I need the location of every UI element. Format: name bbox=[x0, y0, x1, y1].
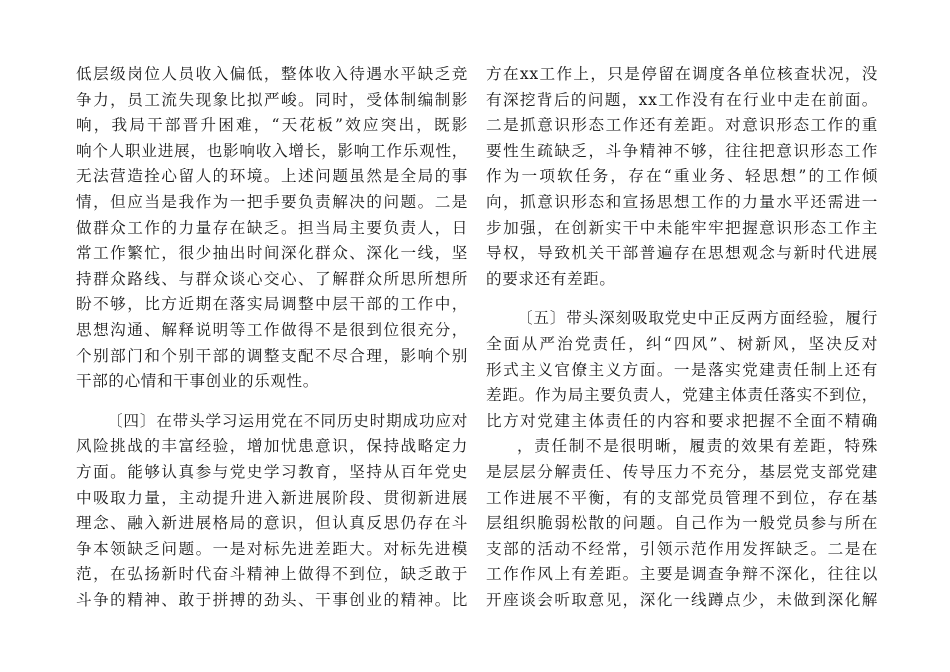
text-line: 的要求还有差距。 bbox=[486, 269, 616, 288]
text-line: 有深挖背后的问题，xx工作没有在行业中走在前面。 bbox=[486, 90, 878, 109]
text-line: 低层级岗位人员收入偏低，整体收入待遇水平缺乏竞 bbox=[76, 65, 468, 83]
text-line: 理念、融入新进展格局的意识，但认真反思仍存在斗 bbox=[76, 514, 468, 533]
text-line: 导权，导致机关干部普遍存在思想观念与新时代进展 bbox=[486, 244, 878, 263]
text-line: 风险挑战的丰富经验，增加忧患意识，保持战略定力 bbox=[76, 437, 468, 456]
text-line: 形式主义官僚主义方面。一是落实党建责任制上还有 bbox=[486, 360, 878, 379]
text-line: 层组织脆弱松散的问题。自己作为一般党员参与所在 bbox=[486, 514, 878, 533]
paragraph-continued-income bbox=[76, 62, 468, 395]
text-line: 持群众路线、与群众谈心交心、了解群众所思所想所 bbox=[76, 269, 468, 288]
text-line: 要性生疏缺乏，斗争精神不够，往往把意识形态工作 bbox=[486, 141, 878, 160]
text-line: 作为一项软任务，存在“重业务、轻思想”的工作倾 bbox=[486, 167, 878, 186]
text-line: 开座谈会听取意见，深化一线蹲点少，未做到深化解 bbox=[486, 590, 878, 609]
text-line: 争本领缺乏问题。一是对标先进差距大。对标先进模 bbox=[76, 539, 468, 558]
text-line: 情，但应当是我作为一把手要负责解决的问题。二是 bbox=[76, 192, 468, 211]
paragraph-section-four bbox=[76, 409, 468, 614]
text-line: 方面。能够认真参与党史学习教育，坚持从百年党史 bbox=[76, 462, 468, 481]
text-line: 〔四〕在带头学习运用党在不同历史时期成功应对 bbox=[107, 411, 468, 430]
text-line: 中吸取力量，主动提升进入新进展阶段、贯彻新进展 bbox=[76, 488, 468, 507]
text-line: 响，我局干部晋升困难，“天花板”效应突出，既影 bbox=[76, 116, 468, 135]
text-line: 个别部门和个别干部的调整支配不尽合理，影响个别 bbox=[76, 346, 468, 365]
text-line: 全面从严治党责任，纠“四风”、树新风，坚决反对 bbox=[486, 334, 878, 353]
text-line: 工作作风上有差距。主要是调查争辩不深化，往往以 bbox=[486, 565, 878, 584]
text-line: 支部的活动不经常，引领示范作用发挥缺乏。二是在 bbox=[486, 539, 878, 558]
text-line: 向，抓意识形态和宣扬思想工作的力量水平还需进一 bbox=[486, 192, 878, 211]
text-line: 二是抓意识形态工作还有差距。对意识形态工作的重 bbox=[486, 116, 878, 135]
text-line: 做群众工作的力量存在缺乏。担当局主要负责人，日 bbox=[76, 218, 468, 237]
right-column bbox=[486, 62, 878, 613]
text-line: 方在xx工作上，只是停留在调度各单位核查状况，没 bbox=[486, 65, 878, 83]
left-column bbox=[76, 62, 468, 613]
paragraph-gap bbox=[486, 292, 878, 306]
text-line: 斗争的精神、敢于拼搏的劲头、干事创业的精神。比 bbox=[76, 590, 468, 609]
paragraph-continued-ideology bbox=[486, 62, 878, 292]
text-line: 工作进展不平衡，有的支部党员管理不到位，存在基 bbox=[486, 488, 878, 507]
text-line: 差距。作为局主要负责人，党建主体责任落实不到位， bbox=[486, 386, 878, 405]
text-line: 无法营造拴心留人的环境。上述问题虽然是全局的事 bbox=[76, 167, 468, 186]
text-line: 步加强，在创新实干中未能牢牢把握意识形态工作主 bbox=[486, 218, 878, 237]
text-line: 〔五〕带头深刻吸取党史中正反两方面经验，履行 bbox=[517, 309, 878, 328]
text-line: 盼不够，比方近期在落实局调整中层干部的工作中， bbox=[76, 295, 468, 314]
text-line: 干部的心情和干事创业的乐观性。 bbox=[76, 372, 319, 391]
text-line: 常工作繁忙，很少抽出时间深化群众、深化一线，坚 bbox=[76, 244, 468, 263]
text-line: 比方对党建主体责任的内容和要求把握不全面不精确 bbox=[486, 411, 878, 430]
text-line: 范，在弘扬新时代奋斗精神上做得不到位，缺乏敢于 bbox=[76, 565, 468, 584]
paragraph-section-five bbox=[486, 306, 878, 613]
text-line: 思想沟通、解释说明等工作做得不是很到位很充分， bbox=[76, 320, 468, 339]
text-line: 响个人职业进展，也影响收入增长，影响工作乐观性， bbox=[76, 141, 468, 160]
text-line: 是层层分解责任、传导压力不充分，基层党支部党建 bbox=[486, 462, 878, 481]
paragraph-gap bbox=[76, 395, 468, 409]
text-line: ，责任制不是很明晰，履责的效果有差距，特殊 bbox=[517, 437, 878, 456]
text-line: 争力，员工流失现象比拟严峻。同时，受体制编制影 bbox=[76, 90, 468, 109]
